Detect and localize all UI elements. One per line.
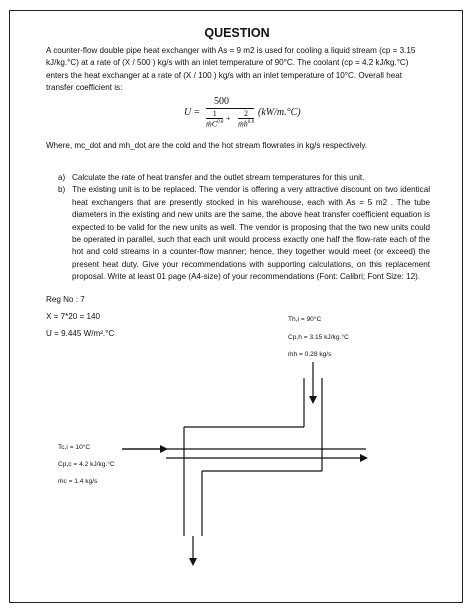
cold-specific-heat: Cp,c = 4.2 kJ/kg.°C (58, 461, 115, 468)
formula-unit: (kW/m.°C) (258, 107, 301, 118)
hot-inlet-arrowhead (309, 396, 317, 404)
list-text: The existing unit is to be replaced. The vendor is offering a very attractive discount on two identical heat exchangers that are presently stocked in his warehouse, each with As = 5 m2 . The tube diameters in the existing and new units are the same, the above heat transfer coefficient equation is expected to be valid for the new units as well. The vendor is proposing that the two new units could be operated in parallel, such that each unit would process exactly one half the flow-rate each of the hot and cold streams in a counter-flow manner; hence, they together would meet (or exceed) the present heat duty. Give your recommendations with supporting calculations, on this replacement proposal. Write at least 01 page (A4-size) of your recommendations (Font: Calibri; Font Size: 12). (72, 185, 430, 282)
page-title: QUESTION (204, 26, 270, 40)
hot-flowrate: ṁh = 0.28 kg/s (288, 351, 332, 358)
list-marker: a) (58, 173, 66, 182)
formula-plus: + (226, 114, 231, 123)
hot-outlet-arrowhead (189, 558, 197, 566)
formula-lhs: U (184, 107, 192, 118)
formula-term-hot: 2 ṁh$^{0.8}$ (238, 109, 255, 129)
u-value: U = 9.445 W/m².°C (46, 329, 115, 338)
x-calculation: X = 7*20 = 140 (46, 312, 101, 321)
hot-specific-heat: Cp,h = 3.15 kJ/kg.°C (288, 334, 349, 341)
cold-inlet-arrowhead (160, 445, 168, 453)
list-marker: b) (58, 185, 66, 195)
flowrate-definition: Where, mc_dot and mh_dot are the cold and the hot stream flowrates in kg/s respectively. (46, 141, 368, 150)
list-text: Calculate the rate of heat transfer and the outlet stream temperatures for this unit. (72, 173, 365, 182)
hot-inlet-temperature: Th,i = 90°C (288, 316, 322, 323)
formula-equals: = (194, 107, 200, 118)
cold-flowrate: ṁc = 1.4 kg/s (58, 478, 98, 485)
formula-numerator: 500 (214, 96, 229, 107)
cold-outlet-arrowhead (360, 454, 368, 462)
formula-term-cold: 1 ṁC$^{0.8}$ (206, 109, 224, 129)
registration-number: Reg No : 7 (46, 295, 85, 304)
problem-intro: A counter-flow double pipe heat exchanger with As = 9 m2 is used for cooling a liquid stream (cp = 3.15 kJ/kg.°C) at a rate of (X / 500 ) kg/s with an inlet temperature of 90°C. The coolant (cp = 4.2 kJ/kg.°C) enters the heat exchanger at a rate of (X / 100 ) kg/s with an inlet temperature of 10°C. Overall heat transfer coefficient is: (46, 46, 416, 93)
cold-inlet-temperature: Tc,i = 10°C (58, 444, 91, 451)
